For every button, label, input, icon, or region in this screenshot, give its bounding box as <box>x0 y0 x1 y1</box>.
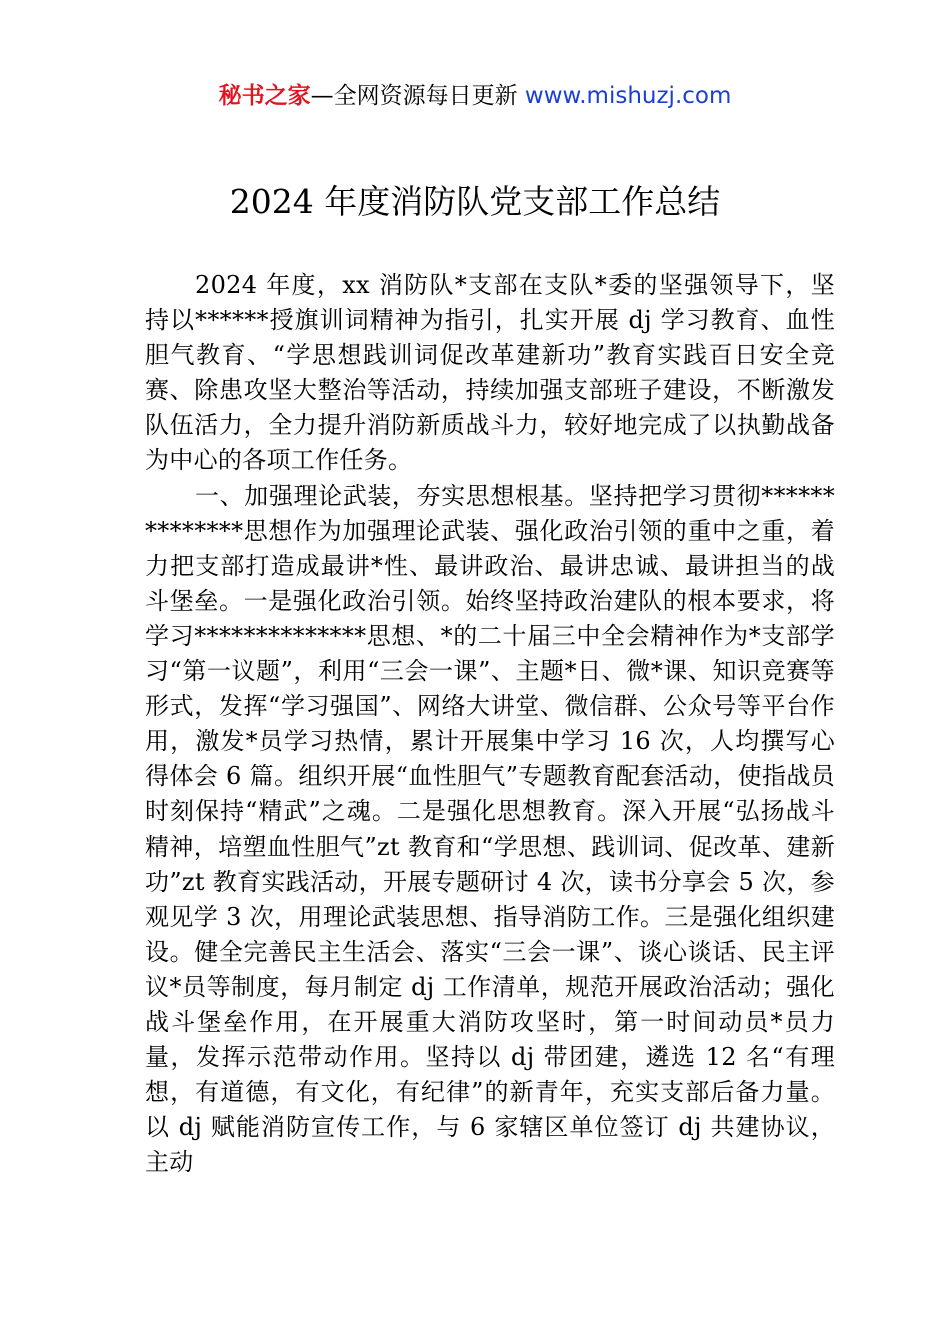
document-title: 2024 年度消防队党支部工作总结 <box>229 182 721 221</box>
site-url-link[interactable]: www.mishuzj.com <box>524 83 732 109</box>
paragraph-intro: 2024 年度，xx 消防队*支部在支队*委的坚强领导下，坚持以******授旗训词精神为指引，扎实开展 dj 学习教育、血性胆气教育、“学思想践训词促改革建新功”教育实践百日安全竞赛、除患攻坚大整治等活动，持续加强支部班子建设，不断激发队伍活力，全力提升消防新质战斗力，较好地完成了以执勤战备为中心的各项工作任务。 <box>145 271 835 475</box>
site-slogan: —全网资源每日更新 <box>310 83 525 109</box>
document-body <box>145 268 835 1180</box>
site-brand: 秘书之家 <box>218 83 311 109</box>
site-header <box>0 80 950 112</box>
paragraph-section-one: 一、加强理论武装，夯实思想根基。坚持把学习贯彻**************思想作为加强理论武装、强化政治引领的重中之重，着力把支部打造成最讲*性、最讲政治、最讲忠诚、最讲担当的战斗堡垒。一是强化政治引领。始终坚持政治建队的根本要求，将学习**************思想、*的二十届三中全会精神作为*支部学习“第一议题”，利用“三会一课”、主题*日、微*课、知识竞赛等形式，发挥“学习强国”、网络大讲堂、微信群、公众号等平台作用，激发*员学习热情，累计开展集中学习 16 次，人均撰写心得体会 6 篇。组织开展“血性胆气”专题教育配套活动，使指战员时刻保持“精武”之魂。二是强化思想教育。深入开展“弘扬战斗精神，培塑血性胆气”zt 教育和“学思想、践训词、促改革、建新功”zt 教育实践活动，开展专题研讨 4 次，读书分享会 5 次，参观见学 3 次，用理论武装思想、指导消防工作。三是强化组织建设。健全完善民主生活会、落实“三会一课”、谈心谈话、民主评议*员等制度，每月制定 dj 工作清单，规范开展政治活动；强化战斗堡垒作用，在开展重大消防攻坚时，第一时间动员*员力量，发挥示范带动作用。坚持以 dj 带团建，遴选 12 名“有理想，有道德，有文化，有纪律”的新青年，充实支部后备力量。以 dj 赋能消防宣传工作，与 6 家辖区单位签订 dj 共建协议，主动 <box>145 481 835 1177</box>
